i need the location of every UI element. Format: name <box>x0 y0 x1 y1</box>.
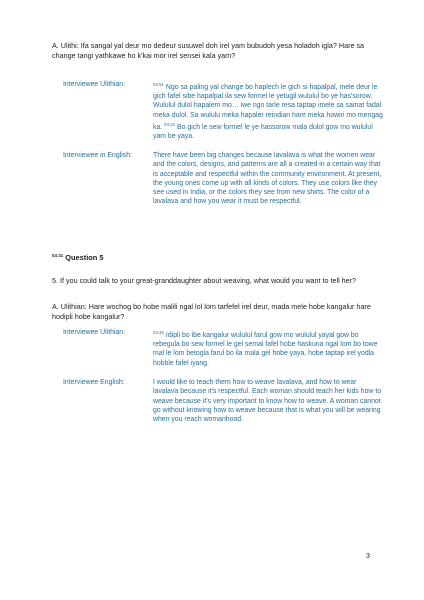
timestamp: 03:51 <box>153 82 164 87</box>
response-text-body: Idipli bo ibe kangalur wululul farul gow mo wululul yayal gow bo rebegula bo sew formel le gel semal fafel hobe haskuna ngal lom bo towe mal le lom betogla farul bo ila mala gel hobe yaya, hobe taptap irel yodla hobble fafel iyang. <box>153 331 378 367</box>
response-text <box>153 328 383 368</box>
timestamp: 04:21 <box>164 121 176 127</box>
response-text: I would like to teach them how to weave lavalava, and how to wear lavalava because it's respectful. Each woman should teach her kids how to weave because it's very important to know how to weave. A woman cannot go without knowing how to weave because that is what you will be wearing when you reach womanhood. <box>153 379 382 424</box>
response-text-part-2: Bo gich le sew formel le ye hassorow mala dulol gow mo wululul yam be yaya. <box>153 123 373 141</box>
speaker-label: Interviewee English: <box>63 379 125 386</box>
speaker-label: Interviewee in English: <box>63 152 132 159</box>
speaker-label: Interviewee Ulithian: <box>63 81 126 88</box>
response-text <box>153 80 383 141</box>
heading-label: Question 5 <box>65 253 104 262</box>
question-5-ulithian-paragraph: A. Ulithian: Hare wochog bo hobe malili ngal lol lom tarfefel irel deur, mada mele hobe kangalur hare hodipli hobe kangalur? <box>52 302 371 321</box>
page-number: 3 <box>366 553 370 560</box>
question-5-paragraph: 5. If you could talk to your great-granddaughter about weaving, what would you want to tell her? <box>52 276 357 285</box>
section-heading <box>52 253 104 262</box>
timestamp: 04:31 <box>52 253 64 258</box>
speaker-label: Interviewee Ulithian: <box>63 329 126 336</box>
question-ulithi-paragraph: A. Ulithi: Ifa sangal yal deur mo dedeur susuwel doh irel yam bubudoh yesa holadoh igla? Hare sa change tangi yathkawe ho k'kai mor irel sensei kala yam? <box>52 41 365 60</box>
response-text-part-1: Ngo sa paling yal change bo haplech le gich si hapalpal, mele deur le gich fafel sibe hapalpal ila sew formel le yetugil wululul bo ye has'sorow. Wululul dulol hapalem mo… iwe ngo tarle resa taptap imele sa samat fadal meka dulol. Sa wululu meka hapaler reindian hare meka howiri mo mengag ka. <box>153 83 383 131</box>
timestamp: 04:45 <box>153 330 164 335</box>
response-text: There have been big changes because lavalava is what the women wear and the colors, designs, and patterns are all a created in a certain way that is acceptable and respectful within the community environment. At present, the young ones come up with all kinds of colors. They use colors like they see used in India, or the colors they see from new shirts. The color of a lavalava and how you wear it must be respectful. <box>153 152 382 206</box>
